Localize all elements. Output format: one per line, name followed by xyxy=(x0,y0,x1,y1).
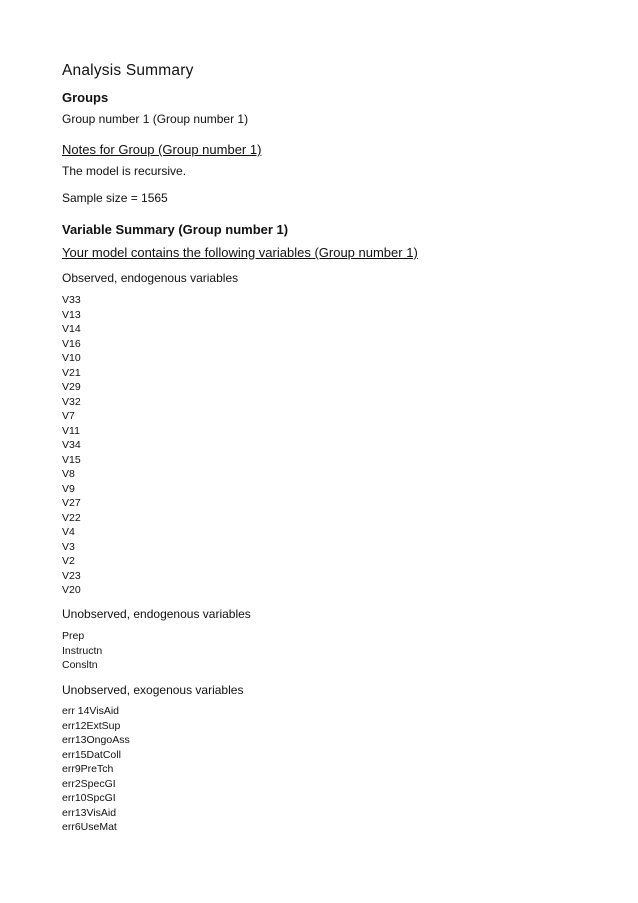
variable-item: V14 xyxy=(62,323,81,335)
variable-item: V21 xyxy=(62,366,81,379)
variable-item: V22 xyxy=(62,511,81,524)
variable-item: V11 xyxy=(62,424,80,437)
observed-endogenous-label: Observed, endogenous variables xyxy=(62,271,239,285)
variable-item: V8 xyxy=(62,468,75,480)
unobserved-exogenous-label: Unobserved, exogenous variables xyxy=(62,683,244,697)
variable-item: V34 xyxy=(62,439,81,451)
notes-heading: Notes for Group (Group number 1) xyxy=(62,142,262,157)
variable-item: V13 xyxy=(62,308,81,321)
variable-item: err13VisAid xyxy=(62,806,117,819)
groups-heading: Groups xyxy=(62,90,109,105)
variable-summary-heading: Variable Summary (Group number 1) xyxy=(62,222,289,237)
variable-item: V3 xyxy=(62,540,75,553)
variable-item: V33 xyxy=(62,294,81,306)
variable-item: V15 xyxy=(62,453,81,466)
variable-item: V2 xyxy=(62,555,75,567)
variable-item: err9PreTch xyxy=(62,763,114,775)
sample-size: Sample size = 1565 xyxy=(62,191,168,205)
variable-item: V23 xyxy=(62,569,81,582)
variable-item: V7 xyxy=(62,410,75,422)
variable-item: V10 xyxy=(62,352,81,364)
recursive-note: The model is recursive. xyxy=(62,164,187,178)
unobserved-endogenous-label: Unobserved, endogenous variables xyxy=(62,607,251,621)
variable-item: err13OngoAss xyxy=(62,734,130,746)
unobserved-endogenous-list xyxy=(62,629,102,673)
variable-item: err2SpecGI xyxy=(62,777,116,790)
variable-item: V16 xyxy=(62,337,81,350)
variable-item: V20 xyxy=(62,584,81,596)
unobserved-exogenous-list xyxy=(62,704,130,835)
observed-endogenous-list xyxy=(62,293,81,598)
variable-item: err10SpcGI xyxy=(62,792,116,804)
variable-item: V32 xyxy=(62,395,81,408)
groups-text: Group number 1 (Group number 1) xyxy=(62,112,249,126)
variable-item: err15DatColl xyxy=(62,748,121,761)
variable-item: err6UseMat xyxy=(62,821,117,833)
page-title: Analysis Summary xyxy=(62,62,194,79)
variable-item: Consltn xyxy=(62,659,98,671)
variable-item: Instructn xyxy=(62,644,103,657)
variables-subheading: Your model contains the following variables (Group number 1) xyxy=(62,245,418,260)
variable-item: Prep xyxy=(62,630,85,642)
variable-item: V27 xyxy=(62,497,81,509)
variable-item: err 14VisAid xyxy=(62,705,120,717)
variable-item: V9 xyxy=(62,482,75,495)
variable-item: V4 xyxy=(62,526,75,538)
variable-item: err12ExtSup xyxy=(62,719,121,732)
variable-item: V29 xyxy=(62,381,81,393)
